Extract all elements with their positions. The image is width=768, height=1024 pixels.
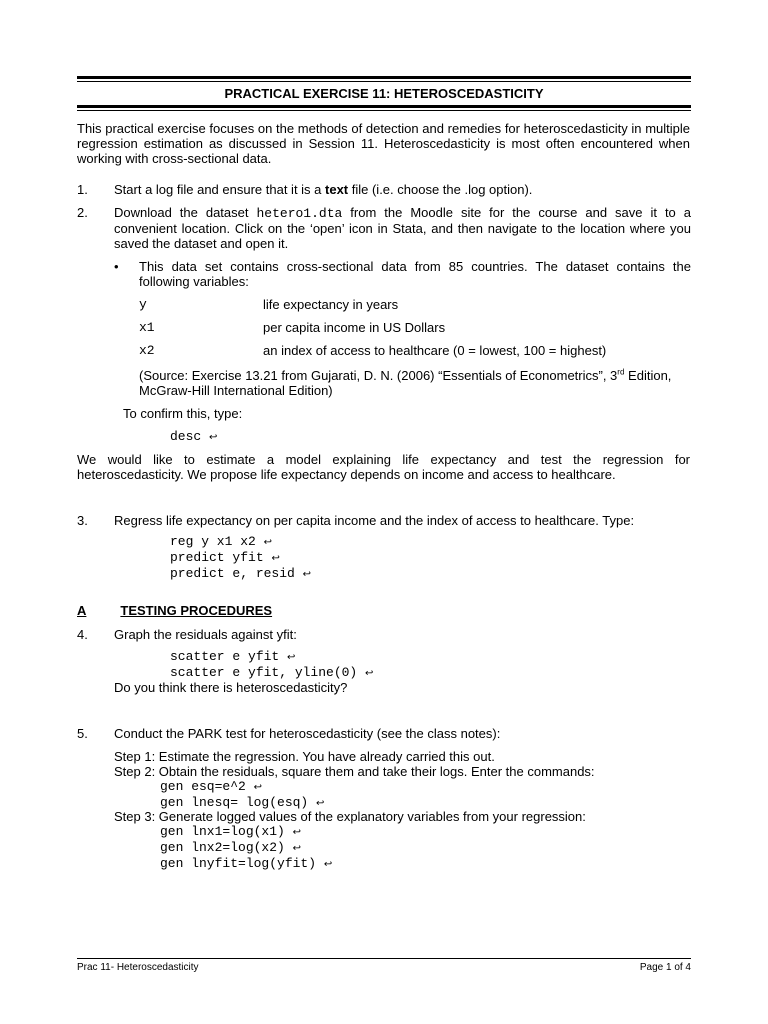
model-paragraph: We would like to estimate a model explaining life expectancy and test the regression for heteroscedasticity. We propose life expectancy depends on income and access to healthcare.: [77, 452, 690, 482]
bullet-item: [114, 259, 691, 289]
step-3: [77, 513, 691, 528]
command-line: [160, 824, 332, 840]
variable-desc: per capita income in US Dollars: [263, 320, 446, 335]
variable-list: [139, 297, 691, 366]
source-text-end: Edition, McGraw-Hill International Edition): [139, 368, 672, 398]
commands-step-5b: [160, 824, 332, 872]
variable-desc: an index of access to healthcare (0 = lowest, 100 = highest): [263, 343, 607, 358]
command-text: gen esq=e^2: [160, 779, 246, 794]
section-heading-a: [77, 603, 377, 618]
command-text: scatter e yfit: [170, 649, 280, 664]
return-icon: ↩: [323, 859, 333, 870]
command-text: predict e, resid: [170, 566, 295, 581]
command-text: scatter e yfit, yline(0): [170, 665, 358, 680]
return-icon: ↩: [263, 537, 273, 548]
return-icon: ↩: [209, 432, 218, 443]
step-1-text-post: file (i.e. choose the .log option).: [348, 182, 533, 197]
step-2-text: [114, 205, 691, 251]
title-rule-bottom: [77, 105, 691, 108]
step-1-text-bold: text: [325, 182, 349, 197]
footer-document-name: Prac 11- Heteroscedasticity: [77, 962, 199, 973]
source-superscript: rd: [617, 367, 625, 377]
title-rule-top-thin: [77, 81, 691, 82]
source-citation: [139, 368, 691, 398]
command-line: [160, 856, 332, 872]
command-line: [170, 429, 217, 445]
command-line: [170, 550, 311, 566]
variable-name: x1: [139, 320, 155, 335]
variable-name: x2: [139, 343, 155, 358]
title-rule-bottom-thin: [77, 110, 691, 111]
step-3-text: Regress life expectancy on per capita income and the index of access to healthcare. Type:: [114, 513, 635, 528]
variable-row: [139, 343, 691, 366]
command-line: [170, 566, 311, 582]
page-footer: [77, 958, 691, 975]
command-line: [160, 840, 332, 856]
footer-page-number: Page 1 of 4: [639, 962, 691, 973]
step-2-number: 2.: [77, 205, 88, 220]
commands-step-4: [170, 649, 373, 681]
return-icon: ↩: [271, 553, 280, 564]
step-1-text-pre: Start a log file and ensure that it is a: [114, 182, 326, 197]
command-text: gen lnesq= log(esq): [160, 795, 309, 810]
document-page: [77, 76, 691, 111]
park-step-2: Step 2: Obtain the residuals, square them and take their logs. Enter the commands:: [114, 764, 595, 779]
step-3-number: 3.: [77, 513, 88, 528]
step-5-text: Conduct the PARK test for heteroscedasticity (see the class notes):: [114, 726, 501, 741]
step-2: [77, 205, 691, 251]
command-text: predict yfit: [170, 550, 264, 565]
commands-step-5a: [160, 779, 324, 811]
return-icon: ↩: [316, 798, 325, 809]
command-text: gen lnyfit=log(yfit): [160, 856, 317, 871]
command-line: [170, 665, 373, 681]
command-text: gen lnx2=log(x2): [160, 840, 285, 855]
command-text: gen lnx1=log(x1): [160, 824, 285, 839]
step-2-text-pre: Download the dataset: [114, 205, 257, 220]
step-4-number: 4.: [77, 627, 88, 642]
bullet-icon: •: [114, 259, 119, 274]
bullet-text: This data set contains cross-sectional data from 85 countries. The dataset contains the following variables:: [139, 259, 691, 289]
section-label: TESTING PROCEDURES: [120, 603, 273, 618]
return-icon: ↩: [292, 843, 302, 854]
step-2-text-post: from the Moodle site for the course and save it to a convenient location. Click on the ‘open’ icon in Stata, and then navigate to the location where you saved the dataset and open it.: [114, 205, 692, 251]
title-rule-top: [77, 76, 691, 79]
step-5: [77, 726, 691, 741]
variable-name: y: [139, 297, 147, 312]
section-letter: A: [77, 603, 87, 618]
step-1-text: [114, 182, 691, 197]
variable-row: [139, 297, 691, 320]
command-desc: desc: [170, 429, 202, 444]
command-text: reg y x1 x2: [170, 534, 256, 549]
dataset-filename: hetero1.dta: [256, 206, 343, 221]
page-title: PRACTICAL EXERCISE 11: HETEROSCEDASTICITY: [224, 86, 544, 101]
return-icon: ↩: [253, 782, 263, 793]
return-icon: ↩: [365, 668, 374, 679]
return-icon: ↩: [302, 569, 312, 580]
step-4: [77, 627, 691, 642]
intro-paragraph: This practical exercise focuses on the methods of detection and remedies for heteroscedasticity in multiple regression estimation as discussed in Session 11. Heteroscedasticity is most often encountered when working with cross-sectional data.: [77, 121, 690, 166]
question-step-4: Do you think there is heteroscedasticity?: [114, 680, 348, 695]
source-text: (Source: Exercise 13.21 from Gujarati, D. N. (2006) “Essentials of Econometrics”, 3: [139, 368, 618, 383]
variable-row: [139, 320, 691, 343]
park-step-3: Step 3: Generate logged values of the explanatory variables from your regression:: [114, 809, 586, 824]
commands-step-3: [170, 534, 311, 582]
step-4-text: Graph the residuals against yfit:: [114, 627, 297, 642]
return-icon: ↩: [292, 827, 302, 838]
park-step-1: Step 1: Estimate the regression. You have already carried this out.: [114, 749, 495, 764]
step-1-number: 1.: [77, 182, 88, 197]
command-line: [160, 779, 324, 795]
confirm-text: To confirm this, type:: [123, 406, 243, 421]
step-5-number: 5.: [77, 726, 88, 741]
command-line: [170, 534, 311, 550]
variable-desc: life expectancy in years: [263, 297, 399, 312]
command-line: [170, 649, 373, 665]
return-icon: ↩: [287, 652, 296, 663]
step-1: [77, 182, 691, 197]
